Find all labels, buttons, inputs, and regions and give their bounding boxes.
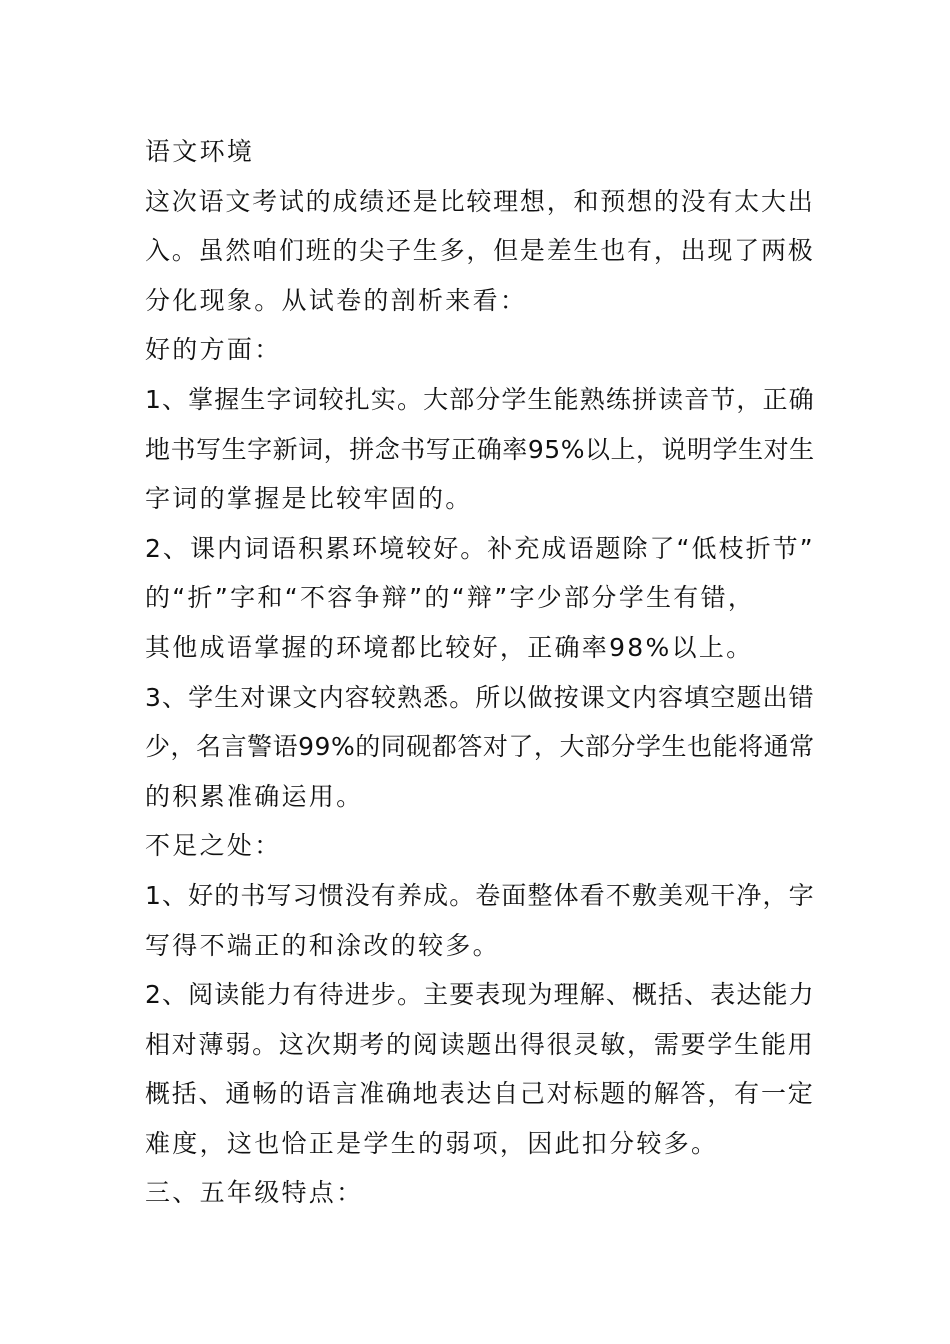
list-item-line: 2、阅读能力有待进步。主要表现为理解、概括、表达能力 [145, 980, 815, 1010]
list-item-line: 其他成语掌握的环境都比较好，正确率98%以上。 [145, 632, 754, 662]
list-item-line: 的“折”字和“不容争辩”的“辩”字少部分学生有错， [145, 583, 756, 613]
list-item-line: 3、学生对课文内容较熟悉。所以做按课文内容填空题出错 [145, 682, 815, 712]
paragraph-line: 入。虽然咱们班的尖子生多，但是差生也有，出现了两极 [145, 236, 815, 266]
list-item-line: 相对薄弱。这次期考的阅读题出得很灵敏，需要学生能用 [145, 1029, 815, 1059]
paragraph-line: 分化现象。从试卷的剖析来看： [145, 285, 528, 315]
section-heading: 语文环境 [145, 137, 255, 166]
subheading: 好的方面： [145, 335, 282, 365]
subheading: 不足之处： [145, 831, 282, 861]
list-item-line: 1、好的书写习惯没有养成。卷面整体看不敷美观干净，字 [145, 880, 815, 910]
list-item-line: 地书写生字新词，拼念书写正确率95%以上，说明学生对生 [145, 434, 815, 464]
list-item-line: 2、课内词语积累环境较好。补充成语题除了“低枝折节” [145, 533, 815, 563]
list-item-line: 1、掌握生字词较扎实。大部分学生能熟练拼读音节，正确 [145, 384, 815, 414]
list-item-line: 少，名言警语99%的同砚都答对了，大部分学生也能将通常 [145, 732, 815, 762]
list-item-line: 概括、通畅的语言准确地表达自己对标题的解答，有一定 [145, 1079, 815, 1109]
list-item-line: 的积累准确运用。 [145, 781, 364, 811]
document-body [145, 127, 815, 1218]
list-item-line: 写得不端正的和涂改的较多。 [145, 930, 500, 960]
list-item-line: 难度，这也恰正是学生的弱项，因此扣分较多。 [145, 1128, 719, 1158]
section-heading: 三、五年级特点： [145, 1178, 364, 1208]
list-item-line: 字词的掌握是比较牢固的。 [145, 484, 473, 514]
paragraph-line: 这次语文考试的成绩还是比较理想，和预想的没有太大出 [145, 186, 815, 216]
